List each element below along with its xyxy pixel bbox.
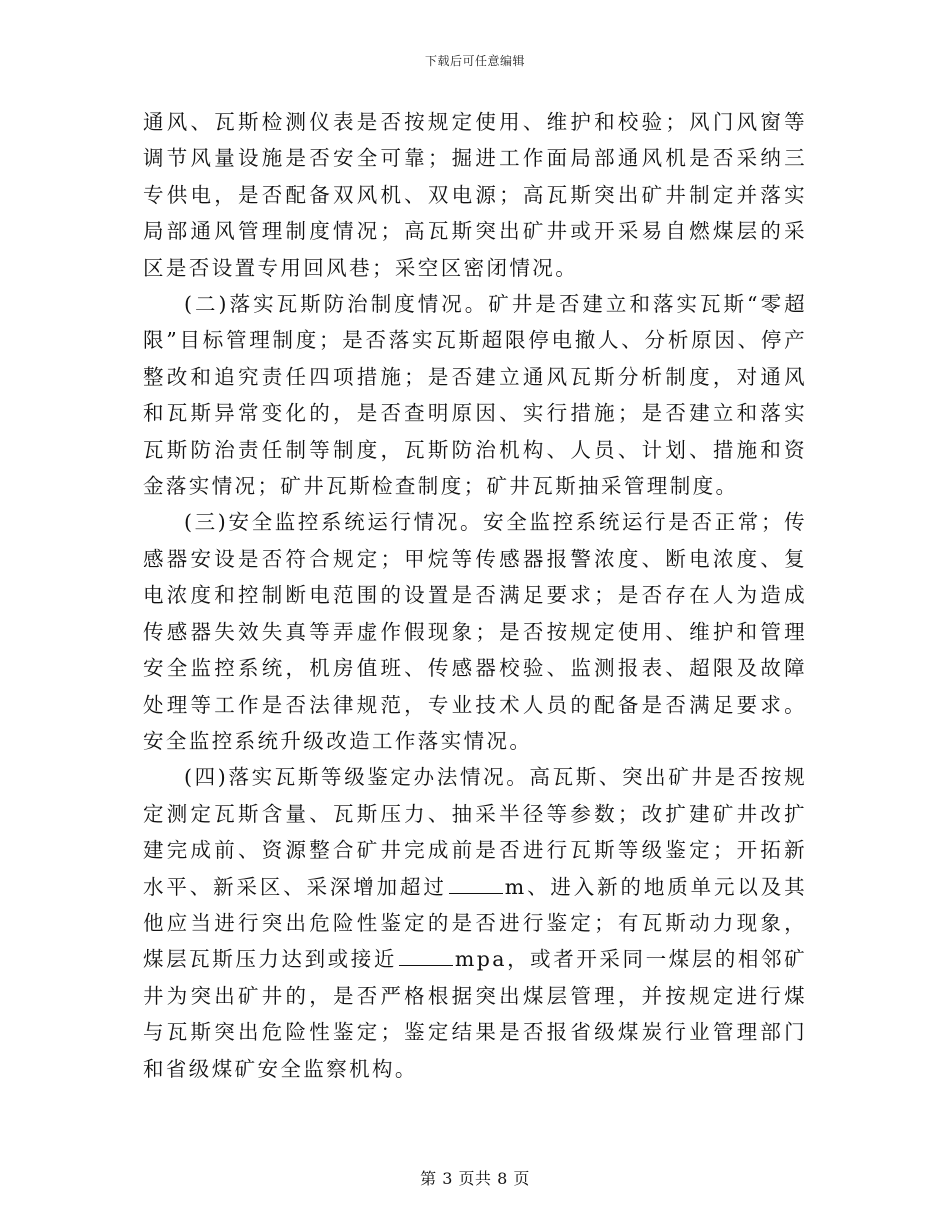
paragraph-segment: mpa，或者开采同一煤层的相邻矿井为突出矿井的，是否严格根据突出煤层管理，并按规定进行煤与瓦斯突出危险性鉴定；鉴定结果是否报省级煤炭行业管理部门和省级煤矿安全监察机构。 (143, 947, 807, 1081)
paragraph-segment: m、进入新的地质单元以及其他应当进行突出危险性鉴定的是否进行鉴定；有瓦斯动力现象，煤层瓦斯压力达到或接近 (143, 874, 807, 972)
paragraph-safety-monitoring: (三)安全监控系统运行情况。安全监控系统运行是否正常；传感器安设是否符合规定；甲烷等传感器报警浓度、断电浓度、复电浓度和控制断电范围的设置是否满足要求；是否存在人为造成传感器失效失真等弄虚作假现象；是否按规定使用、维护和管理安全监控系统，机房值班、传感器校验、监测报表、超限及故障处理等工作是否法律规范，专业技术人员的配备是否满足要求。安全监控系统升级改造工作落实情况。 (143, 510, 807, 753)
fill-in-blank (399, 945, 453, 966)
document-body (143, 104, 807, 1087)
paragraph-gas-grade-appraisal (143, 759, 807, 1087)
paragraph-gas-prevention-system: (二)落实瓦斯防治制度情况。矿井是否建立和落实瓦斯“零超限”目标管理制度；是否落实瓦斯超限停电撤人、分析原因、停产整改和追究责任四项措施；是否建立通风瓦斯分析制度，对通风和瓦斯异常变化的，是否查明原因、实行措施；是否建立和落实瓦斯防治责任制等制度，瓦斯防治机构、人员、计划、措施和资金落实情况；矿井瓦斯检查制度；矿井瓦斯抽采管理制度。 (143, 292, 807, 499)
page-number: 第 3 页共 8 页 (420, 1169, 530, 1188)
header-note: 下载后可任意编辑 (424, 54, 525, 68)
paragraph-segment: (四)落实瓦斯等级鉴定办法情况。高瓦斯、突出矿井是否按规定测定瓦斯含量、瓦斯压力、抽采半径等参数；改扩建矿井改扩建完成前、资源整合矿井完成前是否进行瓦斯等级鉴定；开拓新水平、新采区、采深增加超过 (143, 765, 807, 899)
paragraph-ventilation-checks: 通风、瓦斯检测仪表是否按规定使用、维护和校验；风门风窗等调节风量设施是否安全可靠；掘进工作面局部通风机是否采纳三专供电，是否配备双风机、双电源；高瓦斯突出矿井制定并落实局部通风管理制度情况；高瓦斯突出矿井或开采易自燃煤层的采区是否设置专用回风巷；采空区密闭情况。 (143, 110, 807, 280)
fill-in-blank (449, 873, 503, 894)
